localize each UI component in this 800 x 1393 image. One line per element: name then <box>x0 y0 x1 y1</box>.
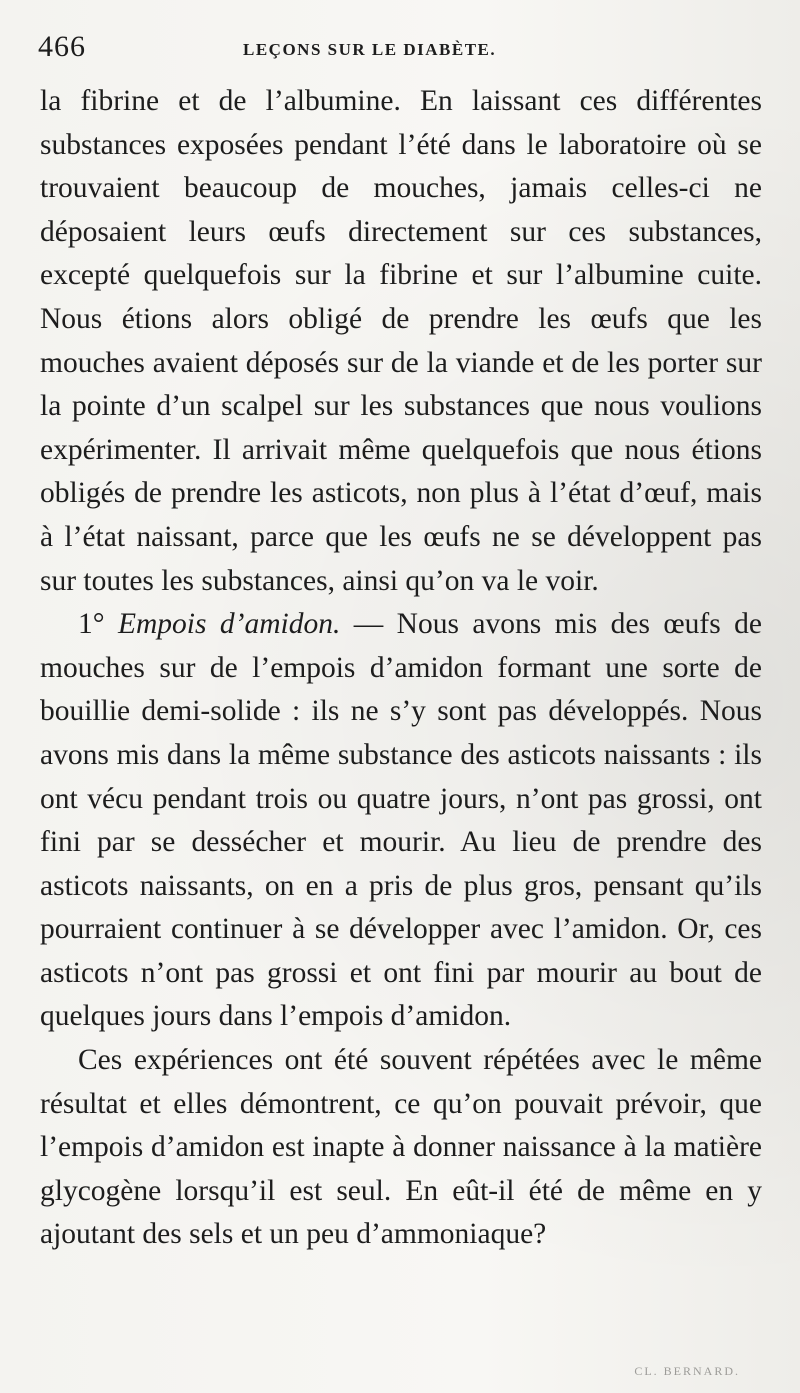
paragraph-text: — Nous avons mis des œufs de mouches sur de l’empois d’amidon formant une sorte de bouillie demi-solide : ils ne s’y sont pas développés. Nous avons mis dans la même substance des asticots naissants : ils ont vécu pendant trois ou quatre jours, n’ont pas grossi, ont fini par se dessécher et mourir. Au lieu de prendre des asticots naissants, on en a pris de plus gros, pensant qu’ils pourraient continuer à se développer avec l’amidon. Or, ces asticots n’ont pas grossi et ont fini par mourir au bout de quelques jours dans l’empois d’amidon. <box>40 608 762 1033</box>
printer-signature: CL. BERNARD. <box>634 1364 740 1378</box>
paragraph-conclusion <box>40 1039 762 1257</box>
page-number: 466 <box>38 30 86 63</box>
paragraph-text: la fibrine et de l’albumine. En laissant ces différentes substances exposées pendant l’été dans le laboratoire où se trouvaient beaucoup de mouches, jamais celles-ci ne déposaient leurs œufs directement sur ces substances, excepté quelquefois sur la fibrine et sur l’albumine cuite. Nous étions alors obligé de prendre les œufs que les mouches avaient déposés sur de la viande et de les porter sur la pointe d’un scalpel sur les substances que nous voulions expérimenter. Il arrivait même quelquefois que nous étions obligés de prendre les asticots, non plus à l’état d’œuf, mais à l’état naissant, parce que les œufs ne se développent pas sur toutes les substances, ainsi qu’on va le voir. <box>40 85 762 597</box>
paragraph-empois-amidon <box>40 603 762 1039</box>
paragraph-text: Ces expériences ont été souvent répétées avec le même résultat et elles démontrent, ce qu’on pouvait prévoir, que l’empois d’amidon est inapte à donner naissance à la matière glycogène lorsqu’il est seul. En eût-il été de même en y ajoutant des sels et un peu d’ammoniaque? <box>40 1044 762 1251</box>
paragraph-continuation <box>40 80 762 603</box>
body-text <box>40 80 762 1257</box>
section-number: 1° <box>78 608 118 641</box>
section-subhead: Empois d’amidon. <box>117 608 341 641</box>
page-header <box>38 30 758 70</box>
running-head: LEÇONS SUR LE DIABÈTE. <box>243 40 497 59</box>
